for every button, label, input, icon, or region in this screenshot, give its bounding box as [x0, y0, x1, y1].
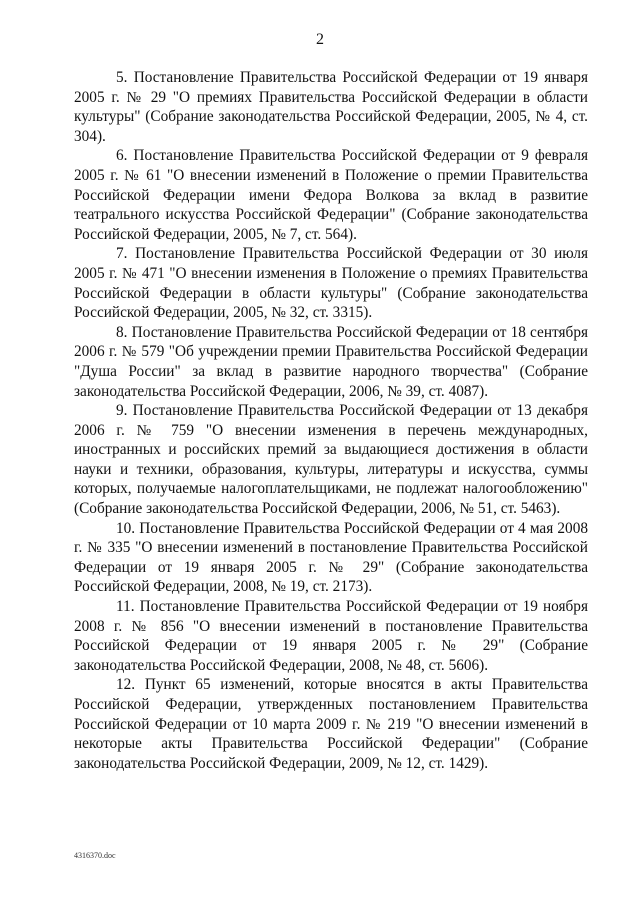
list-item-10: 10. Постановление Правительства Российской Федерации от 4 мая 2008 г. № 335 "О внесении изменений в постановление Правительства Российской Федерации от 19 января 2005 г. № 29" (Собрание законодательства Российской Федерации, 2008, № 19, ст. 2173).: [74, 519, 588, 596]
document-file-code: 4316370.doc: [74, 851, 116, 860]
document-body: [74, 68, 588, 773]
list-item-6: 6. Постановление Правительства Российской Федерации от 9 февраля 2005 г. № 61 "О внесении изменений в Положение о премии Правительства Российской Федерации имени Федора Волкова за вклад в развитие театрального искусства Российской Федерации" (Собрание законодательства Российской Федерации, 2005, № 7, ст. 564).: [74, 147, 588, 243]
list-item-8: 8. Постановление Правительства Российской Федерации от 18 сентября 2006 г. № 579 "Об учреждении премии Правительства Российской Федерации "Душа России" за вклад в развитие народного творчества" (Собрание законодательства Российской Федерации, 2006, № 39, ст. 4087).: [74, 323, 588, 400]
list-item-7: 7. Постановление Правительства Российской Федерации от 30 июля 2005 г. № 471 "О внесении изменения в Положение о премиях Правительства Российской Федерации в области культуры" (Собрание законодательства Российской Федерации, 2005, № 32, ст. 3315).: [74, 245, 588, 322]
page-number: 2: [316, 31, 324, 48]
list-item-9: 9. Постановление Правительства Российской Федерации от 13 декабря 2006 г. № 759 "О внесении изменения в перечень международных, иностранных и российских премий за выдающиеся достижения в области науки и техники, образования, культуры, литературы и искусства, суммы которых, получаемые налогоплательщиками, не подлежат налогообложению" (Собрание законодательства Российской Федерации, 2006, № 51, ст. 5463).: [74, 402, 588, 518]
list-item-5: 5. Постановление Правительства Российской Федерации от 19 января 2005 г. № 29 "О премиях Правительства Российской Федерации в области культуры" (Собрание законодательства Российской Федерации, 2005, № 4, ст. 304).: [74, 69, 588, 145]
list-item-12: 12. Пункт 65 изменений, которые вносятся в акты Правительства Российской Федерации, утвержденных постановлением Правительства Российской Федерации от 10 марта 2009 г. № 219 "О внесении изменений в некоторые акты Правительства Российской Федерации" (Собрание законодательства Российской Федерации, 2009, № 12, ст. 1429).: [74, 676, 588, 772]
list-item-11: 11. Постановление Правительства Российской Федерации от 19 ноября 2008 г. № 856 "О внесении изменений в постановление Правительства Российской Федерации от 19 января 2005 г. № 29" (Собрание законодательства Российской Федерации, 2008, № 48, ст. 5606).: [74, 598, 588, 674]
